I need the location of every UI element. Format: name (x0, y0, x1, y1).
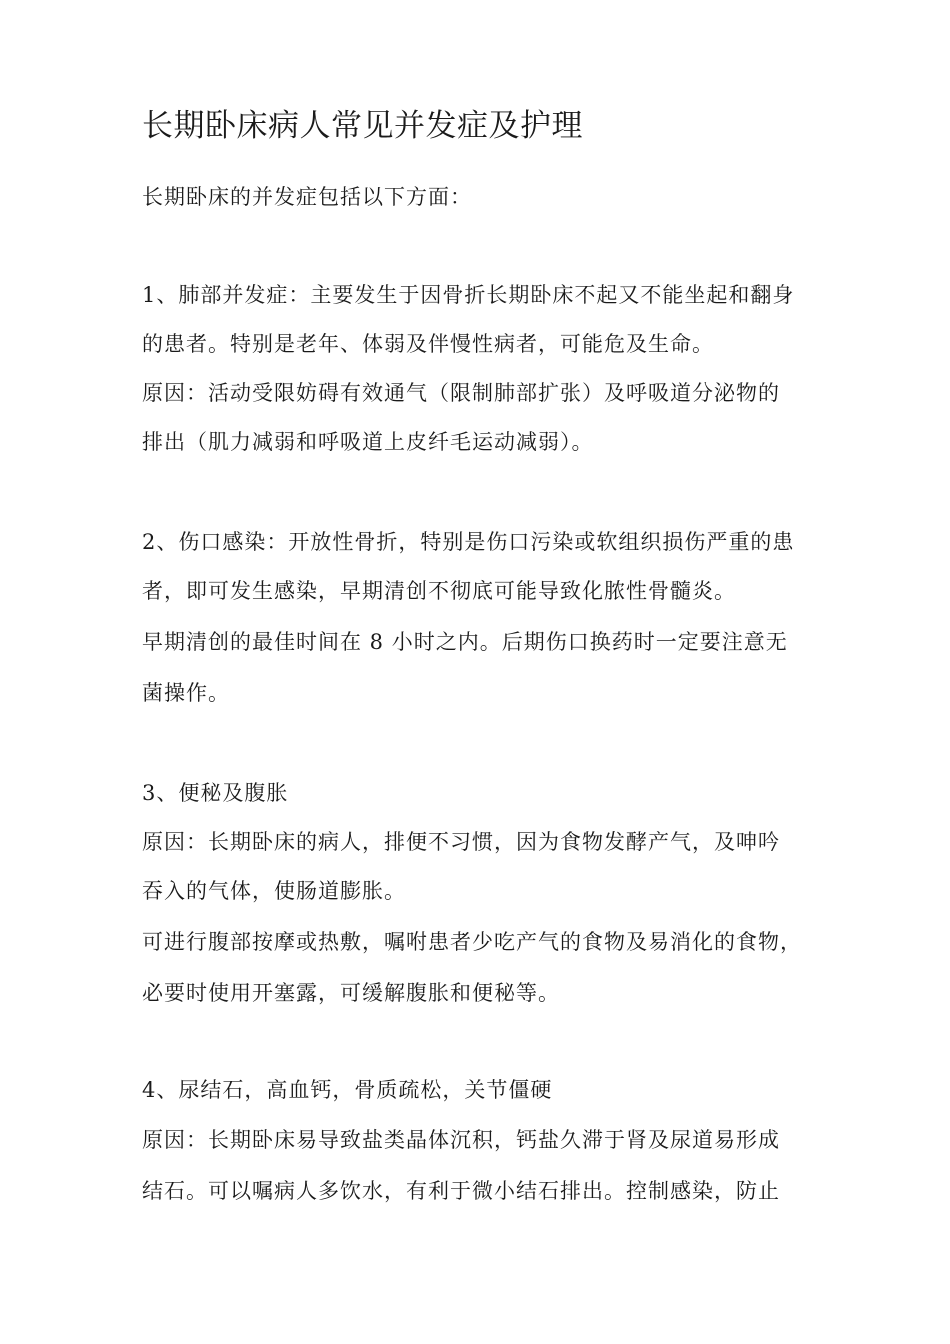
paragraph-line: 菌操作。 (142, 681, 230, 705)
paragraph-line: 可进行腹部按摩或热敷，嘱咐患者少吃产气的食物及易消化的食物， (142, 930, 802, 954)
paragraph-line: 原因：长期卧床的病人，排便不习惯，因为食物发酵产气，及呻吟 (142, 830, 780, 854)
paragraph-line: 原因：活动受限妨碍有效通气（限制肺部扩张）及呼吸道分泌物的 (142, 381, 780, 405)
paragraph-line: 1、肺部并发症：主要发生于因骨折长期卧床不起又不能坐起和翻身 (142, 283, 795, 307)
paragraph-line: 结石。可以嘱病人多饮水，有利于微小结石排出。控制感染，防止 (142, 1179, 780, 1203)
intro-text: 长期卧床的并发症包括以下方面： (142, 185, 472, 209)
paragraph-line: 早期清创的最佳时间在 8 小时之内。后期伤口换药时一定要注意无 (142, 630, 788, 654)
paragraph-line: 的患者。特别是老年、体弱及伴慢性病者，可能危及生命。 (142, 332, 714, 356)
paragraph-line: 4、尿结石，高血钙，骨质疏松，关节僵硬 (142, 1078, 553, 1102)
paragraph-line: 3、便秘及腹胀 (142, 781, 289, 805)
paragraph-line: 排出（肌力减弱和呼吸道上皮纤毛运动减弱）。 (142, 430, 594, 454)
page-title: 长期卧床病人常见并发症及护理 (142, 108, 583, 144)
paragraph-line: 者，即可发生感染，早期清创不彻底可能导致化脓性骨髓炎。 (142, 579, 736, 603)
paragraph-line: 吞入的气体，使肠道膨胀。 (142, 879, 406, 903)
paragraph-line: 必要时使用开塞露，可缓解腹胀和便秘等。 (142, 981, 560, 1005)
paragraph-line: 原因：长期卧床易导致盐类晶体沉积，钙盐久滞于肾及尿道易形成 (142, 1128, 780, 1152)
paragraph-line: 2、伤口感染：开放性骨折，特别是伤口污染或软组织损伤严重的患 (142, 530, 795, 554)
